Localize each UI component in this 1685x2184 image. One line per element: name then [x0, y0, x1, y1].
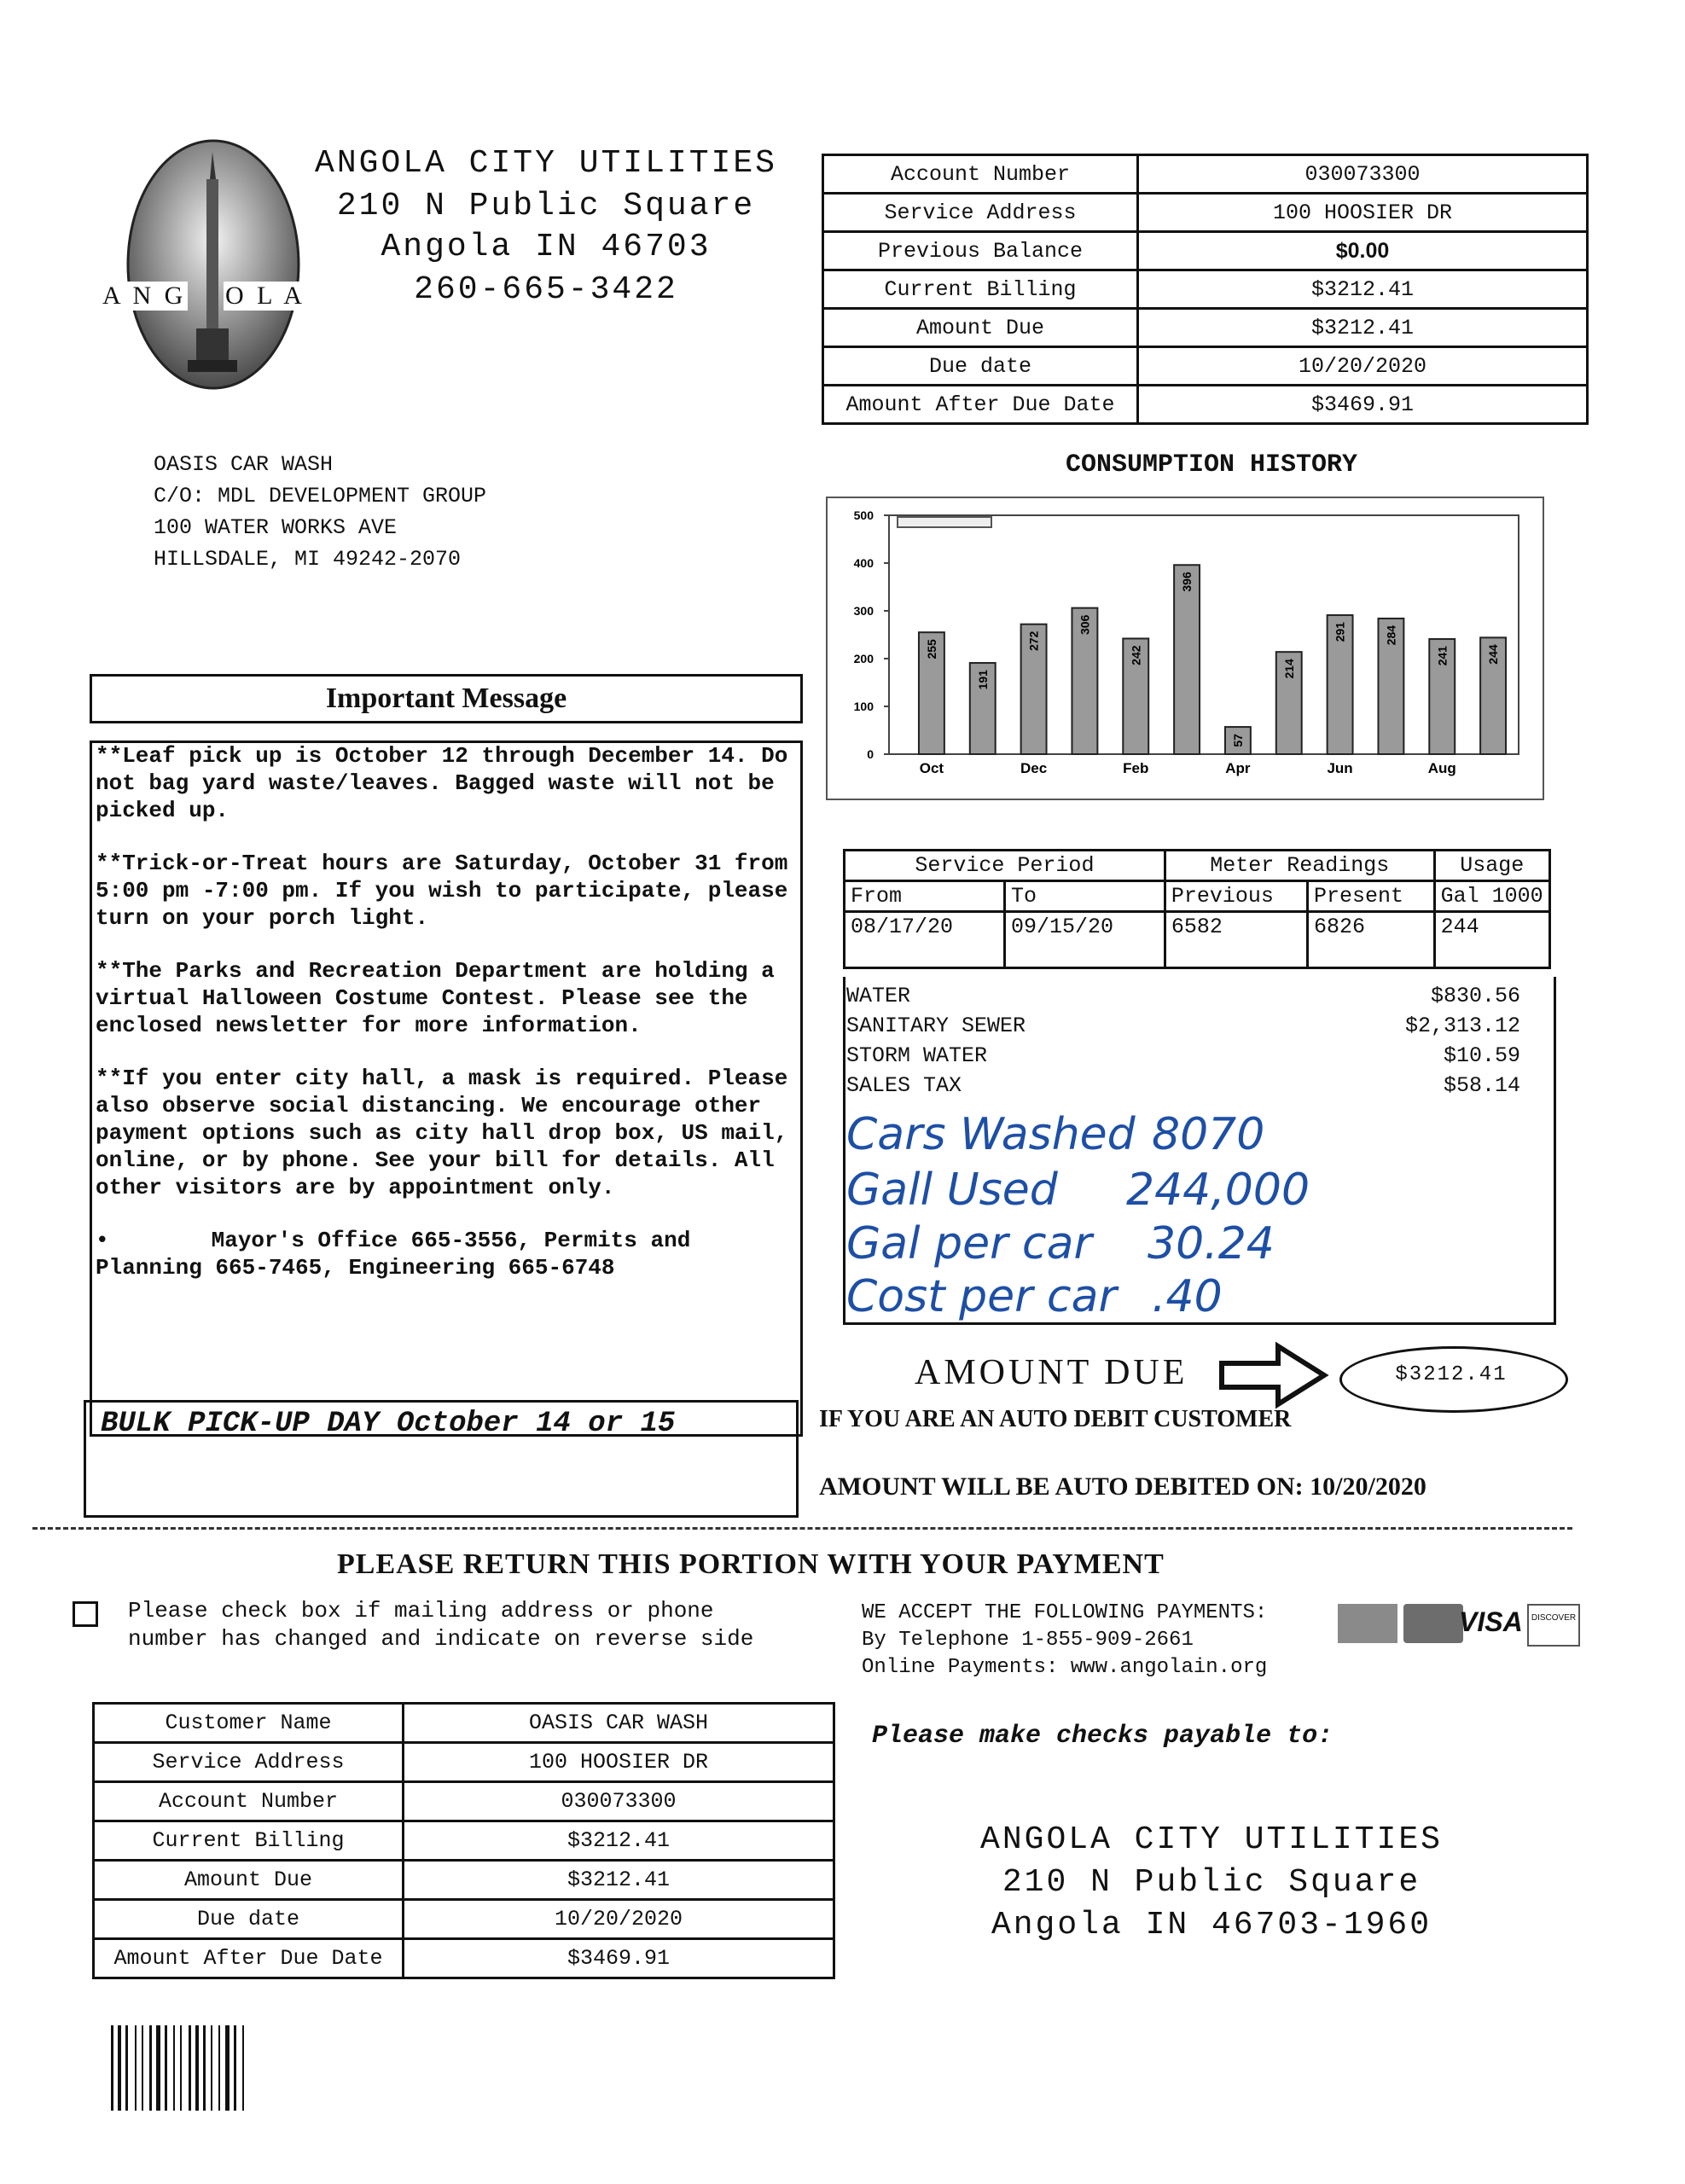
logo-text-right: O L A — [225, 282, 305, 310]
account-row — [823, 347, 1588, 386]
bar-value-label: 244 — [1486, 644, 1501, 665]
x-tick-label-jun: Jun — [1327, 760, 1353, 776]
payments-accepted: WE ACCEPT THE FOLLOWING PAYMENTS: — [862, 1601, 1268, 1624]
bar-mar — [1174, 565, 1200, 754]
barcode-bar — [118, 2025, 121, 2111]
barcode-bar — [203, 2025, 206, 2111]
account-row — [823, 309, 1588, 347]
bar-value-label: 396 — [1180, 572, 1194, 592]
return-value: 10/20/2020 — [404, 1900, 834, 1939]
hand-gal-per-car-value: 30.24 — [1148, 1218, 1275, 1269]
return-label: Amount After Due Date — [94, 1939, 404, 1978]
hand-cost-per-car-value: .40 — [1152, 1271, 1223, 1322]
logo-text-left: A N G — [102, 282, 187, 310]
to-header: To — [1004, 881, 1165, 912]
charges-list — [846, 981, 1520, 1101]
auto-debit-notice: IF YOU ARE AN AUTO DEBIT CUSTOMER — [819, 1406, 1292, 1432]
return-label: Amount Due — [94, 1861, 404, 1900]
service-period-header: Service Period — [845, 851, 1165, 881]
mailing-line-4: HILLSDALE, MI 49242-2070 — [154, 547, 462, 572]
return-row — [94, 1861, 834, 1900]
bar-value-label: 214 — [1281, 659, 1296, 679]
return-row — [94, 1939, 834, 1978]
message-costume-contest: **The Parks and Recreation Department are holding a virtual Halloween Costume Contest. Please see the enclosed newsletter for more information. — [96, 958, 775, 1038]
account-row — [823, 194, 1588, 232]
y-tick-label: 0 — [867, 747, 874, 761]
discover-card-icon: DISCOVER — [1527, 1604, 1580, 1647]
visa-card-icon: VISA — [1459, 1606, 1523, 1637]
return-value: $3212.41 — [404, 1821, 834, 1861]
account-label: Amount Due — [823, 309, 1138, 347]
account-label: Account Number — [823, 155, 1138, 194]
return-label: Service Address — [94, 1743, 404, 1782]
return-value: 100 HOOSIER DR — [404, 1743, 834, 1782]
bar-value-label: 284 — [1384, 624, 1398, 646]
hand-gall-used-label: Gall Used — [846, 1165, 1058, 1216]
hand-gall-used-value: 244,000 — [1126, 1165, 1310, 1216]
amount-due-value: $3212.41 — [1395, 1363, 1508, 1386]
barcode-bar — [149, 2025, 152, 2111]
important-message-body — [96, 742, 793, 1281]
y-tick-label: 400 — [853, 556, 874, 570]
barcode-bar — [135, 2025, 137, 2111]
message-city-hall: **If you enter city hall, a mask is required. Please also observe social distancing. We encourage other payment options such as city hall drop box, US mail, online, or by phone. See your bill for details. All other visitors are by appointment only. — [96, 1066, 788, 1200]
barcode-bar — [189, 2025, 191, 2111]
account-label: Service Address — [823, 194, 1138, 232]
from-header: From — [845, 881, 1005, 912]
present-header: Present — [1308, 881, 1435, 912]
org-street: 210 N Public Square — [336, 188, 756, 224]
return-row — [94, 1704, 834, 1743]
return-label: Current Billing — [94, 1821, 404, 1861]
arrow-right-icon — [1218, 1341, 1329, 1409]
address-change-instructions — [128, 1597, 753, 1653]
x-tick-label-aug: Aug — [1427, 760, 1456, 776]
barcode-bar — [180, 2025, 182, 2111]
message-trick-or-treat: **Trick-or-Treat hours are Saturday, October 31 from 5:00 pm -7:00 pm. If you wish to participate, please turn on your porch light. — [96, 851, 788, 931]
account-row — [823, 386, 1588, 424]
usage-unit-header: Gal 1000 — [1434, 881, 1549, 912]
return-portion-title: PLEASE RETURN THIS PORTION WITH YOUR PAYMENT — [337, 1548, 1165, 1580]
usage-value: 244 — [1434, 912, 1549, 968]
payments-online: Online Payments: www.angolain.org — [862, 1656, 1268, 1679]
return-label: Due date — [94, 1900, 404, 1939]
bar-value-label: 191 — [975, 670, 990, 690]
address-change-checkbox[interactable] — [73, 1601, 98, 1627]
org-name: ANGOLA CITY UTILITIES — [315, 145, 777, 182]
payments-telephone: By Telephone 1-855-909-2661 — [862, 1629, 1194, 1652]
checks-payable-label: Please make checks payable to: — [872, 1722, 1333, 1751]
hand-cost-per-car-label: Cost per car — [846, 1271, 1117, 1322]
return-value: $3469.91 — [404, 1939, 834, 1978]
auto-debit-date: 10/20/2020 — [1310, 1472, 1426, 1501]
payee-street: 210 N Public Square — [1002, 1864, 1421, 1901]
hand-cars-washed-label: Cars Washed — [846, 1109, 1136, 1160]
service-from: 08/17/20 — [845, 912, 1005, 968]
y-tick-label: 500 — [853, 508, 874, 522]
barcode-bar — [234, 2025, 236, 2111]
meter-readings-header: Meter Readings — [1165, 851, 1434, 881]
return-label: Account Number — [94, 1782, 404, 1821]
account-label: Previous Balance — [823, 232, 1138, 270]
service-to: 09/15/20 — [1004, 912, 1165, 968]
return-value: OASIS CAR WASH — [404, 1704, 834, 1743]
charge-storm-water: STORM WATER $10.59 — [846, 1043, 1520, 1068]
barcode-bar — [125, 2025, 128, 2111]
meter-present: 6826 — [1308, 912, 1435, 968]
return-label: Customer Name — [94, 1704, 404, 1743]
payee-name: ANGOLA CITY UTILITIES — [980, 1821, 1443, 1858]
x-tick-label-feb: Feb — [1123, 760, 1149, 776]
bulk-pickup-text: BULK PICK-UP DAY October 14 or 15 — [101, 1408, 676, 1440]
checkbox-text-line-1: Please check box if mailing address or phone — [128, 1598, 714, 1623]
account-value: 10/20/2020 — [1138, 347, 1588, 386]
account-label: Due date — [823, 347, 1138, 386]
important-message-title: Important Message — [90, 674, 803, 723]
return-value: 030073300 — [404, 1782, 834, 1821]
mailing-line-1: OASIS CAR WASH — [154, 452, 334, 477]
service-table — [843, 849, 1551, 969]
bar-value-label: 255 — [924, 639, 938, 659]
message-leaf-pickup: **Leaf pick up is October 12 through December 14. Do not bag yard waste/leaves. Bagged waste will not be picked up. — [96, 743, 788, 823]
account-value: $3212.41 — [1138, 270, 1588, 309]
auto-debit-date-line — [819, 1472, 1426, 1502]
auto-debit-label: AMOUNT WILL BE AUTO DEBITED ON: — [819, 1472, 1304, 1501]
bar-value-label: 241 — [1435, 646, 1450, 666]
account-value: 100 HOOSIER DR — [1138, 194, 1588, 232]
x-tick-label-dec: Dec — [1020, 760, 1048, 776]
account-label: Amount After Due Date — [823, 386, 1138, 424]
account-row — [823, 270, 1588, 309]
charge-sanitary-sewer: SANITARY SEWER $2,313.12 — [846, 1014, 1520, 1038]
barcode-bar — [195, 2025, 199, 2111]
return-table — [92, 1702, 835, 1979]
return-row — [94, 1900, 834, 1939]
checkbox-text-line-2: number has changed and indicate on reverse side — [128, 1626, 754, 1652]
hand-cars-washed-value: 8070 — [1152, 1109, 1265, 1160]
barcode-bar — [142, 2025, 143, 2111]
account-value: $3469.91 — [1138, 386, 1588, 424]
bar-value-label: 272 — [1026, 630, 1041, 652]
message-bullet: • — [96, 1228, 109, 1253]
charge-sales-tax: SALES TAX $58.14 — [846, 1073, 1520, 1098]
mailing-line-2: C/O: MDL DEVELOPMENT GROUP — [154, 484, 487, 508]
amex-card-icon — [1338, 1604, 1397, 1643]
mailing-line-3: 100 WATER WORKS AVE — [154, 515, 398, 540]
amount-due-label: AMOUNT DUE — [915, 1353, 1188, 1392]
y-tick-label: 300 — [853, 604, 874, 618]
bar-value-label: 291 — [1333, 622, 1347, 642]
account-value: 030073300 — [1138, 155, 1588, 194]
y-tick-label: 200 — [853, 652, 874, 665]
barcode-bar — [173, 2025, 175, 2111]
meter-previous: 6582 — [1165, 912, 1307, 968]
return-row — [94, 1743, 834, 1782]
bar-value-label: 306 — [1078, 614, 1092, 635]
payee-city: Angola IN 46703-1960 — [991, 1907, 1432, 1943]
account-value: $0.00 — [1138, 232, 1588, 270]
return-row — [94, 1782, 834, 1821]
barcode-bar — [218, 2025, 220, 2111]
y-tick-label: 100 — [853, 700, 874, 713]
previous-header: Previous — [1165, 881, 1307, 912]
city-logo — [94, 136, 316, 392]
consumption-title: CONSUMPTION HISTORY — [1065, 450, 1358, 479]
barcode-bar — [225, 2025, 230, 2111]
account-label: Current Billing — [823, 270, 1138, 309]
x-tick-label-oct: Oct — [919, 760, 944, 776]
barcode-bar — [211, 2025, 212, 2111]
payment-options — [862, 1600, 1267, 1682]
bar-value-label: 242 — [1129, 645, 1143, 665]
barcode-bar — [111, 2025, 113, 2111]
barcode-bar — [156, 2025, 160, 2111]
barcode-bar — [242, 2025, 244, 2111]
account-value: $3212.41 — [1138, 309, 1588, 347]
legend-swatch — [898, 517, 991, 527]
tear-line — [32, 1527, 1572, 1530]
bar-value-label: 57 — [1230, 734, 1245, 747]
mailing-address — [154, 449, 486, 575]
hand-gal-per-car-label: Gal per car — [846, 1218, 1092, 1269]
return-value: $3212.41 — [404, 1861, 834, 1900]
mastercard-icon — [1403, 1604, 1463, 1643]
consumption-chart — [826, 497, 1544, 800]
barcode — [111, 2025, 312, 2111]
usage-header: Usage — [1434, 851, 1549, 881]
return-row — [94, 1821, 834, 1861]
message-phone-numbers: Mayor's Office 665-3556, Permits and Planning 665-7465, Engineering 665-6748 — [96, 1228, 691, 1281]
org-phone: 260-665-3422 — [414, 271, 678, 308]
account-row — [823, 232, 1588, 270]
charge-water: WATER $830.56 — [846, 984, 1520, 1008]
account-table — [822, 154, 1589, 425]
org-city: Angola IN 46703 — [381, 229, 712, 265]
account-row — [823, 155, 1588, 194]
barcode-bar — [165, 2025, 167, 2111]
x-tick-label-apr: Apr — [1225, 760, 1251, 776]
